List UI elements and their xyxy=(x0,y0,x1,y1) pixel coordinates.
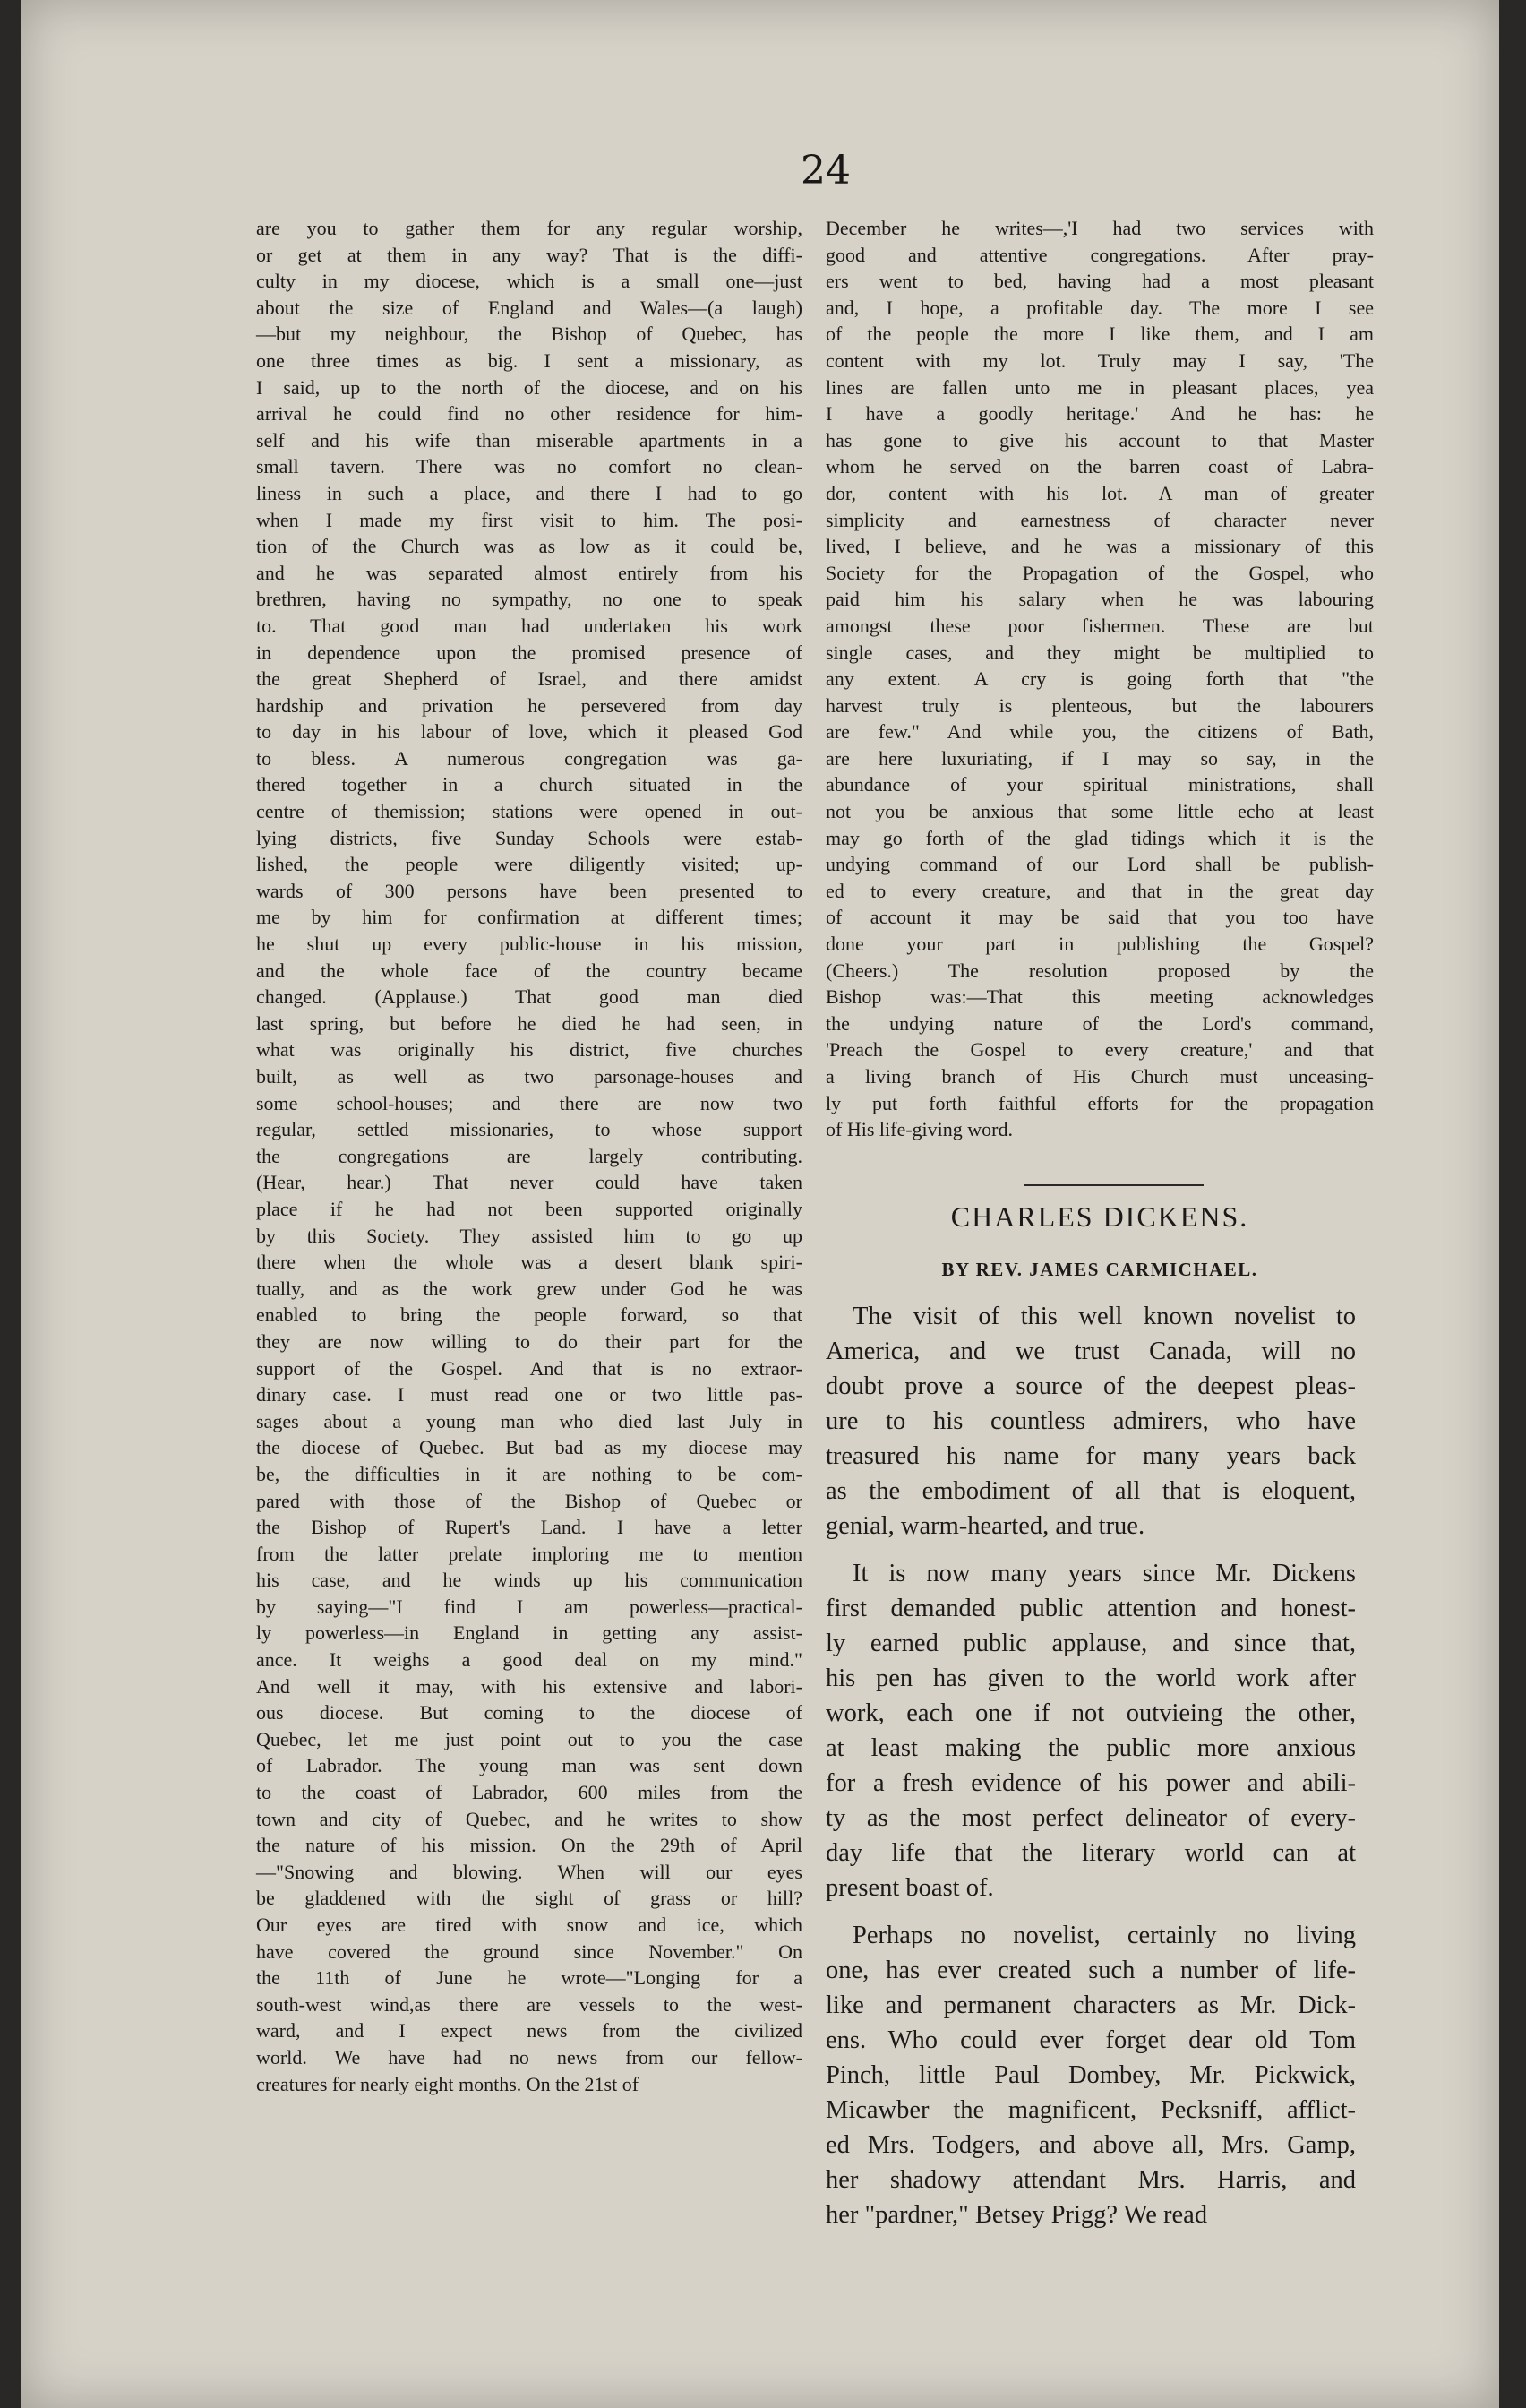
text-line: and, I hope, a profitable day. The more I see xyxy=(826,296,1374,319)
text-line: or get at them in any way? That is the diffi- xyxy=(256,243,802,266)
text-line: centre of themission; stations were opened in out- xyxy=(256,800,802,823)
text-line: The visit of this well known novelist to xyxy=(853,1303,1356,1330)
text-line: of account it may be said that you too have xyxy=(826,906,1374,929)
text-line: arrival he could find no other residence for him- xyxy=(256,402,802,426)
text-line: are few." And while you, the citizens of Bath, xyxy=(826,720,1374,744)
text-line: a living branch of His Church must unceasing- xyxy=(826,1065,1374,1088)
text-line: like and permanent characters as Mr. Dick- xyxy=(826,1991,1356,2019)
text-line: Society for the Propagation of the Gospel, who xyxy=(826,561,1374,584)
text-line: as the embodiment of all that is eloquent, xyxy=(826,1477,1356,1505)
text-line: enabled to bring the people forward, so that xyxy=(256,1303,802,1327)
text-line: —but my neighbour, the Bishop of Quebec, has xyxy=(256,322,802,346)
text-line: to the coast of Labrador, 600 miles from the xyxy=(256,1781,802,1804)
text-line: ens. Who could ever forget dear old Tom xyxy=(826,2026,1356,2054)
text-line: brethren, having no sympathy, no one to speak xyxy=(256,588,802,611)
text-line: doubt prove a source of the deepest pleas- xyxy=(826,1372,1356,1400)
text-line: and the whole face of the country became xyxy=(256,959,802,982)
text-line: small tavern. There was no comfort no clean- xyxy=(256,455,802,478)
text-line: self and his wife than miserable apartments in a xyxy=(256,428,802,452)
text-line: be gladdened with the sight of grass or hill? xyxy=(256,1887,802,1910)
text-line: abundance of your spiritual ministrations, shall xyxy=(826,773,1374,796)
text-line: the diocese of Quebec. But bad as my diocese may xyxy=(256,1436,802,1459)
text-line: his case, and he winds up his communication xyxy=(256,1569,802,1592)
text-line: done your part in publishing the Gospel? xyxy=(826,933,1374,956)
paragraph-gap xyxy=(826,1905,1356,1918)
text-line: support of the Gospel. And that is no extraor- xyxy=(256,1356,802,1380)
text-line: what was originally his district, five churches xyxy=(256,1038,802,1062)
text-line: harvest truly is plenteous, but the labourers xyxy=(826,693,1374,717)
text-line: day life that the literary world can at xyxy=(826,1839,1356,1867)
paragraph-gap xyxy=(826,1544,1356,1556)
text-line: be, the difficulties in it are nothing to be com- xyxy=(256,1462,802,1485)
text-line: in dependence upon the promised presence of xyxy=(256,641,802,664)
text-line: good and attentive congregations. After pray- xyxy=(826,243,1374,266)
text-line: not you be anxious that some little echo at least xyxy=(826,800,1374,823)
text-line: last spring, but before he died he had seen, in xyxy=(256,1011,802,1035)
text-line: first demanded public attention and honest- xyxy=(826,1595,1356,1622)
text-line: from the latter prelate imploring me to mention xyxy=(256,1542,802,1565)
text-line: to. That good man had undertaken his work xyxy=(256,614,802,637)
text-line: have covered the ground since November." On xyxy=(256,1939,802,1963)
text-line: (Hear, hear.) That never could have taken xyxy=(256,1171,802,1194)
text-line: of Labrador. The young man was sent down xyxy=(256,1754,802,1777)
text-line: one three times as big. I sent a missionary, as xyxy=(256,348,802,372)
text-line: the great Shepherd of Israel, and there amidst xyxy=(256,667,802,691)
text-line: ure to his countless admirers, who have xyxy=(826,1407,1356,1435)
right-column xyxy=(826,215,1374,1143)
text-line: tion of the Church was as low as it could be, xyxy=(256,535,802,558)
text-line: culty in my diocese, which is a small one—just xyxy=(256,270,802,293)
text-line: about the size of England and Wales—(a laugh) xyxy=(256,296,802,319)
text-line: Micawber the magnificent, Pecksniff, afflict- xyxy=(826,2096,1356,2124)
text-line: pared with those of the Bishop of Quebec or xyxy=(256,1489,802,1512)
text-line: dinary case. I must read one or two little pas- xyxy=(256,1383,802,1406)
document-page xyxy=(21,0,1499,2408)
text-line: lines are fallen unto me in pleasant places, yea xyxy=(826,375,1374,399)
text-line: are here luxuriating, if I may so say, in the xyxy=(826,746,1374,770)
text-line: content with my lot. Truly may I say, 'The xyxy=(826,348,1374,372)
text-line: of His life-giving word. xyxy=(826,1118,1013,1141)
section-divider xyxy=(1024,1184,1204,1186)
text-line: and he was separated almost entirely from his xyxy=(256,561,802,584)
text-line: south-west wind,as there are vessels to the west- xyxy=(256,1992,802,2016)
article-paragraph xyxy=(826,1918,1356,2232)
text-line: simplicity and earnestness of character never xyxy=(826,508,1374,531)
text-line: the congregations are largely contributing. xyxy=(256,1144,802,1167)
text-line: ly earned public applause, and since that, xyxy=(826,1630,1356,1657)
text-line: wards of 300 persons have been presented to xyxy=(256,879,802,902)
text-line: by this Society. They assisted him to go up xyxy=(256,1224,802,1247)
text-line: place if he had not been supported originally xyxy=(256,1197,802,1220)
text-line: ly put forth faithful efforts for the propagation xyxy=(826,1091,1374,1114)
text-line: the 11th of June he wrote—"Longing for a xyxy=(256,1966,802,1990)
text-line: dor, content with his lot. A man of greater xyxy=(826,481,1374,504)
text-line: paid him his salary when he was labouring xyxy=(826,588,1374,611)
text-line: work, each one if not outvieing the other, xyxy=(826,1699,1356,1727)
text-line: America, and we trust Canada, will no xyxy=(826,1337,1356,1365)
text-line: the Bishop of Rupert's Land. I have a letter xyxy=(256,1516,802,1539)
text-line: ward, and I expect news from the civilized xyxy=(256,2019,802,2042)
text-line: 'Preach the Gospel to every creature,' and that xyxy=(826,1038,1374,1062)
text-line: regular, settled missionaries, to whose support xyxy=(256,1118,802,1141)
text-line: And well it may, with his extensive and labori- xyxy=(256,1674,802,1698)
article-paragraph xyxy=(826,1299,1356,1544)
text-line: of the people the more I like them, and I am xyxy=(826,322,1374,346)
text-line: her "pardner," Betsey Prigg? We read xyxy=(826,2201,1208,2229)
text-line: hardship and privation he persevered from day xyxy=(256,693,802,717)
left-column xyxy=(256,215,802,2097)
text-line: to day in his labour of love, which it pleased God xyxy=(256,720,802,744)
text-line: I said, up to the north of the diocese, and on his xyxy=(256,375,802,399)
text-line: amongst these poor fishermen. These are but xyxy=(826,614,1374,637)
text-line: December he writes—,'I had two services with xyxy=(826,217,1374,239)
page-number: 24 xyxy=(801,148,851,194)
text-line: treasured his name for many years back xyxy=(826,1442,1356,1470)
text-line: undying command of our Lord shall be publish- xyxy=(826,853,1374,876)
text-line: are you to gather them for any regular worship, xyxy=(256,217,802,239)
text-line: thered together in a church situated in the xyxy=(256,773,802,796)
text-line: Bishop was:—That this meeting acknowledges xyxy=(826,985,1374,1009)
text-line: lived, I believe, and he was a missionary of this xyxy=(826,535,1374,558)
text-line: ty as the most perfect delineator of every- xyxy=(826,1804,1356,1832)
article-byline: BY REV. JAMES CARMICHAEL. xyxy=(941,1259,1258,1280)
text-line: some school-houses; and there are now two xyxy=(256,1091,802,1114)
text-line: the undying nature of the Lord's command, xyxy=(826,1011,1374,1035)
text-line: creatures for nearly eight months. On the 21st of xyxy=(256,2072,639,2095)
text-line: I have a goodly heritage.' And he has: he xyxy=(826,402,1374,426)
text-line: ous diocese. But coming to the diocese of xyxy=(256,1701,802,1724)
text-line: Pinch, little Paul Dombey, Mr. Pickwick, xyxy=(826,2061,1356,2089)
text-line: single cases, and they might be multiplied to xyxy=(826,641,1374,664)
text-line: ers went to bed, having had a most pleasant xyxy=(826,270,1374,293)
text-line: one, has ever created such a number of life- xyxy=(826,1956,1356,1984)
text-line: ly powerless—in England in getting any assist- xyxy=(256,1621,802,1645)
text-line: to bless. A numerous congregation was ga- xyxy=(256,746,802,770)
text-line: changed. (Applause.) That good man died xyxy=(256,985,802,1009)
text-line: Perhaps no novelist, certainly no living xyxy=(853,1922,1356,1949)
text-line: Quebec, let me just point out to you the case xyxy=(256,1727,802,1750)
text-line: me by him for confirmation at different times; xyxy=(256,906,802,929)
article-paragraph xyxy=(826,1556,1356,1905)
text-line: lished, the people were diligently visited; up- xyxy=(256,853,802,876)
text-line: his pen has given to the world work after xyxy=(826,1664,1356,1692)
text-line: (Cheers.) The resolution proposed by the xyxy=(826,959,1374,982)
text-line: It is now many years since Mr. Dickens xyxy=(853,1560,1356,1587)
text-line: —"Snowing and blowing. When will our eyes xyxy=(256,1860,802,1883)
text-line: town and city of Quebec, and he writes to show xyxy=(256,1807,802,1830)
article-body xyxy=(826,1299,1356,2232)
text-line: built, as well as two parsonage-houses and xyxy=(256,1065,802,1088)
text-line: has gone to give his account to that Master xyxy=(826,428,1374,452)
text-line: any extent. A cry is going forth that "the xyxy=(826,667,1374,691)
text-line: tually, and as the work grew under God he was xyxy=(256,1277,802,1300)
text-line: ed Mrs. Todgers, and above all, Mrs. Gamp, xyxy=(826,2131,1356,2159)
article-title: CHARLES DICKENS. xyxy=(950,1200,1249,1233)
text-line: present boast of. xyxy=(826,1874,994,1902)
text-line: sages about a young man who died last July in xyxy=(256,1409,802,1432)
text-line: for a fresh evidence of his power and abili- xyxy=(826,1769,1356,1797)
text-line: may go forth of the glad tidings which it is the xyxy=(826,826,1374,849)
text-line: her shadowy attendant Mrs. Harris, and xyxy=(826,2166,1356,2194)
text-line: ance. It weighs a good deal on my mind." xyxy=(256,1648,802,1672)
text-line: the nature of his mission. On the 29th of April xyxy=(256,1834,802,1857)
text-line: ed to every creature, and that in the great day xyxy=(826,879,1374,902)
text-line: genial, warm-hearted, and true. xyxy=(826,1512,1145,1540)
text-line: he shut up every public-house in his mission, xyxy=(256,933,802,956)
text-line: lying districts, five Sunday Schools were estab- xyxy=(256,826,802,849)
text-line: at least making the public more anxious xyxy=(826,1734,1356,1762)
text-line: whom he served on the barren coast of Labra- xyxy=(826,455,1374,478)
text-line: by saying—"I find I am powerless—practical- xyxy=(256,1595,802,1618)
text-line: world. We have had no news from our fellow- xyxy=(256,2045,802,2068)
text-line: they are now willing to do their part for the xyxy=(256,1329,802,1353)
text-line: there when the whole was a desert blank spiri- xyxy=(256,1251,802,1274)
text-line: liness in such a place, and there I had to go xyxy=(256,481,802,504)
text-line: Our eyes are tired with snow and ice, which xyxy=(256,1914,802,1936)
text-line: when I made my first visit to him. The posi- xyxy=(256,508,802,531)
